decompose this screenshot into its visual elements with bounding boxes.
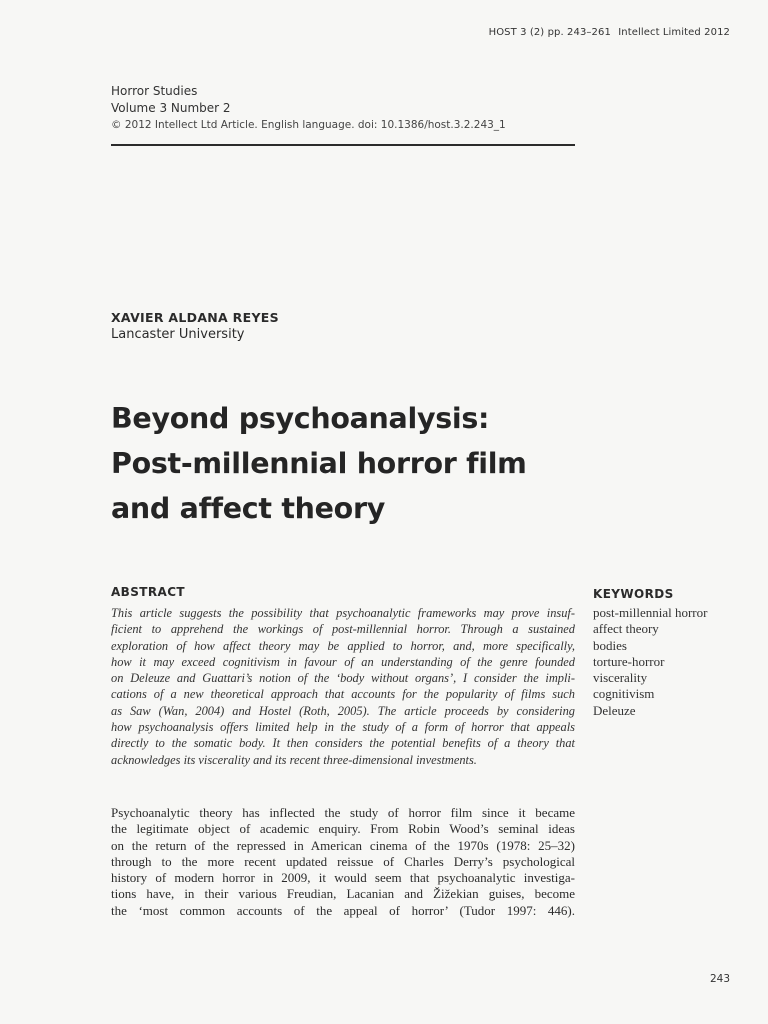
- abstract-line: directly to the somatic body. It then considers the potential benefits of a theory that: [111, 736, 575, 751]
- abstract-line: on Deleuze and Guattari’s notion of the ‘body without organs’, I consider the impli-: [111, 671, 575, 686]
- keyword-item: Deleuze: [593, 702, 636, 718]
- body-text: [111, 805, 575, 919]
- header-divider: [111, 144, 575, 146]
- author-name: XAVIER ALDANA REYES: [111, 310, 279, 325]
- publisher-credit: Intellect Limited 2012: [618, 27, 730, 38]
- abstract-line: This article suggests the possibility that psychoanalytic frameworks may prove insuf-: [111, 606, 575, 620]
- article-title: [111, 396, 591, 531]
- keyword-item: torture-horror: [593, 653, 665, 669]
- abstract-line: as Saw (Wan, 2004) and Hostel (Roth, 2005). The article proceeds by considering: [111, 703, 575, 718]
- body-line: through to the more recent updated reissue of Charles Derry’s psychological: [111, 853, 575, 869]
- running-header: [485, 27, 730, 38]
- abstract-line: how psychoanalysis offers limited help in the study of a form of horror that appeals: [111, 720, 575, 735]
- page-number: 243: [709, 973, 730, 985]
- title-line: Post-millennial horror film: [111, 447, 527, 480]
- body-line: the ‘most common accounts of the appeal of horror’ (Tudor 1997: 446).: [111, 902, 575, 918]
- journal-name: Horror Studies: [111, 84, 198, 98]
- title-line: Beyond psychoanalysis:: [111, 402, 490, 435]
- keyword-item: bodies: [593, 637, 627, 653]
- journal-citation: HOST 3 (2) pp. 243–261: [488, 27, 611, 38]
- keyword-item: affect theory: [593, 621, 659, 637]
- title-line: and affect theory: [111, 492, 385, 525]
- abstract-heading: ABSTRACT: [111, 585, 185, 599]
- keywords-list: [593, 605, 707, 719]
- abstract-text: [111, 605, 575, 768]
- body-line: tions have, in their various Freudian, Lacanian and Žižekian guises, become: [111, 886, 575, 902]
- journal-info: [111, 83, 575, 134]
- abstract-line: ficient to apprehend the workings of post-millennial horror. Through a sustained: [111, 622, 575, 637]
- journal-volume: Volume 3 Number 2: [111, 101, 231, 115]
- keyword-item: post-millennial horror: [593, 605, 708, 620]
- keyword-item: cognitivism: [593, 686, 655, 702]
- journal-doi-line: © 2012 Intellect Ltd Article. English language. doi: 10.1386/host.3.2.243_1: [111, 119, 506, 131]
- keyword-item: viscerality: [593, 670, 648, 686]
- abstract-line: exploration of how affect theory may be applied to horror, and, more specifically,: [111, 638, 575, 653]
- body-line: history of modern horror in 2009, it would seem that psychoanalytic investiga-: [111, 870, 575, 886]
- keywords-heading: KEYWORDS: [593, 587, 674, 601]
- body-line: the legitimate object of academic enquiry. From Robin Wood’s seminal ideas: [111, 821, 575, 837]
- abstract-line: cations of a new theoretical approach that accounts for the popularity of films such: [111, 687, 575, 702]
- author-affiliation: Lancaster University: [111, 327, 245, 342]
- body-line: on the return of the repressed in American cinema of the 1970s (1978: 25–32): [111, 837, 575, 853]
- body-line: Psychoanalytic theory has inflected the study of horror film since it became: [111, 805, 575, 820]
- abstract-line: acknowledges its viscerality and its recent three-dimensional investments.: [111, 752, 477, 767]
- abstract-line: how it may exceed cognitivism in favour of an understanding of the genre founded: [111, 654, 575, 669]
